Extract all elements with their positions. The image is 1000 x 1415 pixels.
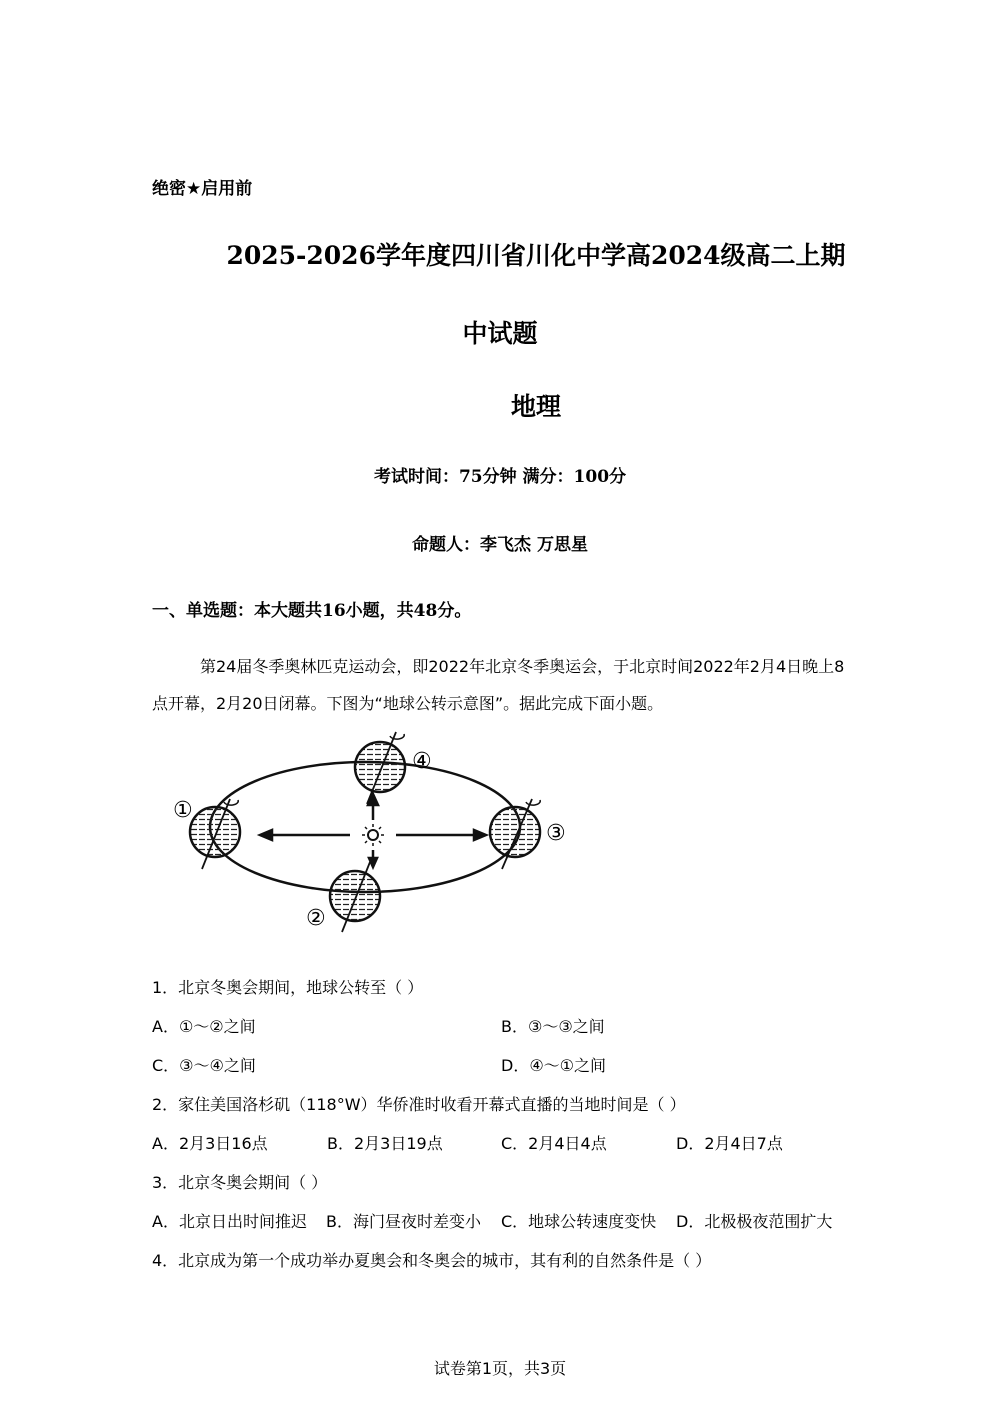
earth-position-2	[330, 862, 380, 932]
earth-position-1	[190, 799, 240, 869]
label-3: ③	[546, 821, 566, 846]
question-2-option-d: D．2月4日7点	[676, 1134, 783, 1153]
question-3-option-c: C．地球公转速度变快	[501, 1212, 657, 1231]
exam-info: 考试时间：75分钟 满分：100分	[373, 467, 627, 487]
label-1: ①	[173, 798, 193, 823]
question-1-option-a: A．①～②之间	[152, 1017, 256, 1036]
question-3-option-b: B．海门昼夜时差变小	[326, 1212, 481, 1231]
secret-label: 绝密★启用前	[152, 179, 253, 199]
question-1-option-b: B．③～③之间	[501, 1017, 605, 1036]
label-2: ②	[306, 906, 326, 931]
question-3-option-a: A．北京日出时间推迟	[152, 1212, 307, 1231]
question-1-option-c: C．③～④之间	[152, 1056, 256, 1075]
earth-revolution-diagram	[160, 722, 580, 934]
intro-paragraph: 第24届冬季奥林匹克运动会，即2022年北京冬季奥运会，于北京时间2022年2月4日晚上8点开幕，2月20日闭幕。下图为“地球公转示意图”。据此完成下面小题。	[152, 657, 845, 713]
question-1-option-d: D．④～①之间	[501, 1056, 607, 1075]
exam-title-line2: 中试题	[462, 319, 538, 348]
exam-authors: 命题人：李飞杰 万思星	[412, 535, 588, 555]
question-3-option-d: D．北极极夜范围扩大	[676, 1212, 833, 1231]
subject-title: 地理	[510, 392, 561, 421]
question-2-option-c: C．2月4日4点	[501, 1134, 607, 1153]
question-4-stem: 4．北京成为第一个成功举办夏奥会和冬奥会的城市，其有利的自然条件是（ ）	[152, 1251, 712, 1270]
question-1-stem: 1．北京冬奥会期间，地球公转至（ ）	[152, 978, 424, 997]
question-2-stem: 2．家住美国洛杉矶（118°W）华侨准时收看开幕式直播的当地时间是（ ）	[152, 1095, 686, 1114]
sun-icon	[362, 824, 384, 846]
exam-title-line1: 2025-2026学年度四川省川化中学高2024级高二上期	[226, 241, 846, 270]
question-3-stem: 3．北京冬奥会期间（ ）	[152, 1173, 328, 1192]
label-4: ④	[412, 749, 432, 774]
page-footer: 试卷第1页，共3页	[433, 1359, 567, 1378]
question-2-option-a: A．2月3日16点	[152, 1134, 268, 1153]
earth-position-4	[355, 732, 405, 804]
section-heading: 一、单选题：本大题共16小题，共48分。	[152, 601, 472, 621]
earth-position-3	[490, 799, 540, 869]
question-2-option-b: B．2月3日19点	[327, 1134, 443, 1153]
